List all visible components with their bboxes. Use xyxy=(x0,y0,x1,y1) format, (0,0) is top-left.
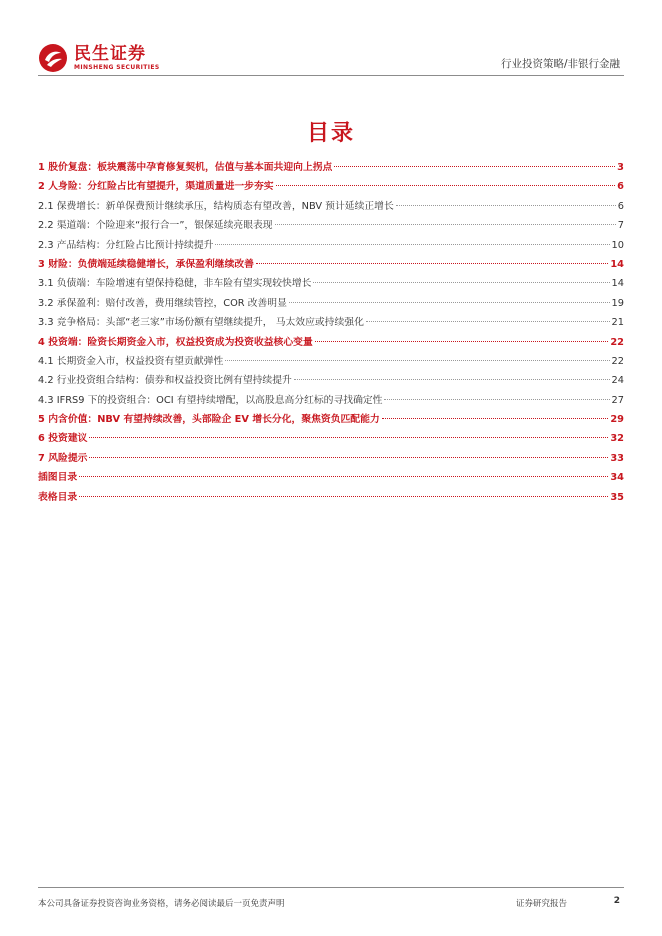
toc-entry-title: 3.2 承保盈利：赔付改善，费用继续管控，COR 改善明显 xyxy=(38,297,287,309)
toc-leader-dots xyxy=(313,282,609,283)
toc-leader-dots xyxy=(315,341,609,342)
footer-divider xyxy=(38,887,624,888)
toc-entry-page: 22 xyxy=(610,336,624,348)
toc-leader-dots xyxy=(225,360,609,361)
toc-entry-title: 3.1 负债端：车险增速有望保持稳健，非车险有望实现较快增长 xyxy=(38,278,312,290)
toc-entry-page: 27 xyxy=(611,394,624,406)
footer-report-type: 证券研究报告 xyxy=(516,899,568,909)
toc-entry-title: 2.3 产品结构：分红险占比预计持续提升 xyxy=(38,239,214,251)
toc-leader-dots xyxy=(294,379,610,380)
toc-entry-title: 2 人身险：分红险占比有望提升，渠道质量进一步夯实 xyxy=(38,181,274,193)
table-of-contents xyxy=(38,158,624,507)
toc-entry-page: 7 xyxy=(617,220,624,232)
toc-entry-title: 6 投资建议 xyxy=(38,433,88,445)
toc-entry[interactable] xyxy=(38,274,624,293)
toc-entry-page: 32 xyxy=(610,433,624,445)
logo-english-name: MINSHENG SECURITIES xyxy=(74,63,160,71)
toc-entry-page: 21 xyxy=(611,317,624,329)
toc-leader-dots xyxy=(79,476,608,477)
toc-entry-page: 22 xyxy=(611,355,624,367)
toc-entry[interactable] xyxy=(38,294,624,313)
minsheng-logo-icon xyxy=(38,43,68,73)
toc-entry[interactable] xyxy=(38,216,624,235)
toc-entry[interactable] xyxy=(38,468,624,487)
toc-entry-page: 14 xyxy=(610,258,624,270)
toc-entry-page: 24 xyxy=(611,375,624,387)
toc-leader-dots xyxy=(384,399,609,400)
toc-leader-dots xyxy=(215,244,609,245)
header-divider xyxy=(38,75,624,76)
toc-entry-title: 4.2 行业投资组合结构：债券和权益投资比例有望持续提升 xyxy=(38,375,292,387)
toc-leader-dots xyxy=(396,205,616,206)
toc-leader-dots xyxy=(79,496,608,497)
toc-leader-dots xyxy=(276,185,616,186)
toc-entry-page: 6 xyxy=(617,181,624,193)
toc-entry-title: 3 财险：负债端延续稳健增长，承保盈利继续改善 xyxy=(38,258,254,270)
toc-entry-title: 4 投资端：险资长期资金入市，权益投资成为投资收益核心变量 xyxy=(38,336,313,348)
toc-leader-dots xyxy=(256,263,608,264)
toc-leader-dots xyxy=(382,418,609,419)
toc-entry-title: 7 风险提示 xyxy=(38,452,88,464)
toc-leader-dots xyxy=(89,457,608,458)
toc-entry[interactable] xyxy=(38,236,624,255)
toc-entry[interactable] xyxy=(38,177,624,196)
toc-entry[interactable] xyxy=(38,255,624,274)
toc-entry[interactable] xyxy=(38,410,624,429)
toc-entry-title: 3.3 竞争格局：头部“老三家”市场份额有望继续提升， 马太效应或持续强化 xyxy=(38,317,364,329)
toc-entry-title: 5 内含价值：NBV 有望持续改善，头部险企 EV 增长分化，聚焦资负匹配能力 xyxy=(38,414,380,426)
toc-entry[interactable] xyxy=(38,197,624,216)
toc-leader-dots xyxy=(334,166,615,167)
toc-entry[interactable] xyxy=(38,449,624,468)
toc-entry-page: 3 xyxy=(617,162,624,173)
report-category: 行业投资策略/非银行金融 xyxy=(500,58,620,70)
toc-leader-dots xyxy=(289,302,610,303)
toc-entry-page: 10 xyxy=(611,239,624,251)
toc-entry[interactable] xyxy=(38,391,624,410)
toc-entry-page: 14 xyxy=(611,278,624,290)
logo-chinese-name: 民生证券 xyxy=(74,43,146,64)
company-logo xyxy=(38,40,198,76)
toc-leader-dots xyxy=(366,321,610,322)
toc-entry-page: 19 xyxy=(611,297,624,309)
page-number: 2 xyxy=(613,896,620,906)
toc-entry[interactable] xyxy=(38,352,624,371)
toc-entry-title: 表格目录 xyxy=(38,491,78,503)
toc-leader-dots xyxy=(275,224,616,225)
toc-entry-page: 6 xyxy=(617,200,624,212)
toc-entry-page: 35 xyxy=(610,491,624,503)
toc-entry[interactable] xyxy=(38,371,624,390)
toc-entry-title: 4.3 IFRS9 下的投资组合：OCI 有望持续增配，以高股息高分红标的寻找确定性 xyxy=(38,394,383,406)
toc-entry[interactable] xyxy=(38,313,624,332)
toc-entry-page: 34 xyxy=(610,472,624,484)
footer-disclaimer: 本公司具备证券投资咨询业务资格，请务必阅读最后一页免责声明 xyxy=(38,899,285,909)
toc-entry-title: 2.2 渠道端：个险迎来“报行合一”，银保延续亮眼表现 xyxy=(38,220,273,232)
page-title: 目录 xyxy=(306,121,355,146)
toc-entry-title: 1 股价复盘：板块震荡中孕育修复契机，估值与基本面共迎向上拐点 xyxy=(38,162,333,173)
toc-leader-dots xyxy=(89,437,608,438)
toc-entry-page: 33 xyxy=(610,452,624,464)
toc-entry[interactable] xyxy=(38,158,624,177)
toc-entry-title: 4.1 长期资金入市，权益投资有望贡献弹性 xyxy=(38,355,224,367)
toc-entry-page: 29 xyxy=(610,414,624,426)
toc-entry[interactable] xyxy=(38,333,624,352)
toc-entry[interactable] xyxy=(38,429,624,448)
toc-entry-title: 2.1 保费增长：新单保费预计继续承压，结构质态有望改善，NBV 预计延续正增长 xyxy=(38,200,394,212)
toc-entry-title: 插图目录 xyxy=(38,472,78,484)
toc-entry[interactable] xyxy=(38,488,624,507)
